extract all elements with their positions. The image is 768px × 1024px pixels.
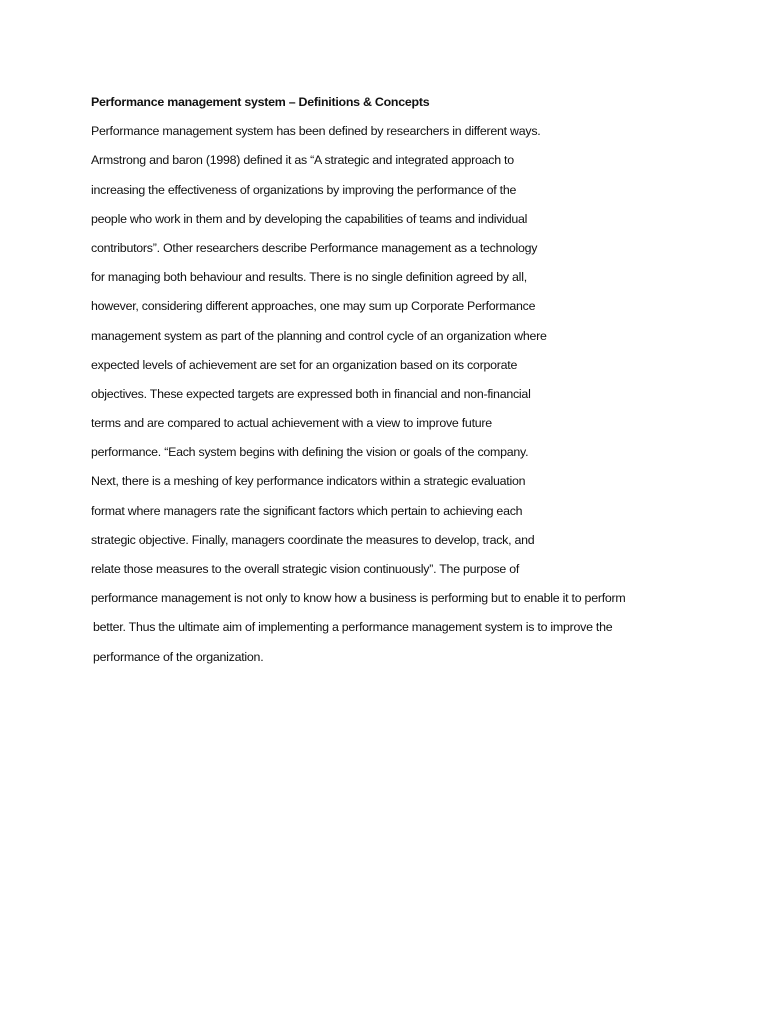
body-line-3: increasing the effectiveness of organizations by improving the performance of the bbox=[91, 182, 517, 197]
body-line-18: better. Thus the ultimate aim of implementing a performance management system is to improve the bbox=[93, 620, 613, 635]
body-line-9: expected levels of achievement are set for an organization based on its corporate bbox=[91, 357, 518, 372]
body-line-12: performance. “Each system begins with defining the vision or goals of the company. bbox=[91, 445, 529, 460]
body-line-7: however, considering different approaches, one may sum up Corporate Performance bbox=[91, 299, 536, 314]
body-line-15: strategic objective. Finally, managers coordinate the measures to develop, track, and bbox=[91, 532, 535, 547]
body-line-4: people who work in them and by developing the capabilities of teams and individual bbox=[91, 211, 528, 226]
body-line-10: objectives. These expected targets are expressed both in financial and non-financial bbox=[91, 386, 531, 401]
body-line-6: for managing both behaviour and results. There is no single definition agreed by all, bbox=[91, 270, 527, 285]
body-line-16: relate those measures to the overall strategic vision continuously”. The purpose of bbox=[91, 562, 520, 576]
body-line-1: Performance management system has been defined by researchers in different ways. bbox=[91, 124, 541, 139]
body-line-13: Next, there is a meshing of key performance indicators within a strategic evaluation bbox=[91, 474, 526, 489]
document-title: Performance management system – Definitions & Concepts bbox=[91, 95, 430, 109]
body-line-2: Armstrong and baron (1998) defined it as “A strategic and integrated approach to bbox=[91, 153, 514, 168]
body-line-8: management system as part of the planning and control cycle of an organization where bbox=[91, 328, 547, 343]
body-line-17: performance management is not only to know how a business is performing but to enable it to perform bbox=[91, 591, 626, 606]
body-line-14: format where managers rate the significant factors which pertain to achieving each bbox=[91, 503, 523, 518]
document-body bbox=[91, 92, 761, 676]
body-line-19: performance of the organization. bbox=[93, 649, 264, 664]
body-line-5: contributors”. Other researchers describe Performance management as a technology bbox=[91, 240, 538, 255]
body-line-11: terms and are compared to actual achievement with a view to improve future bbox=[91, 416, 492, 431]
